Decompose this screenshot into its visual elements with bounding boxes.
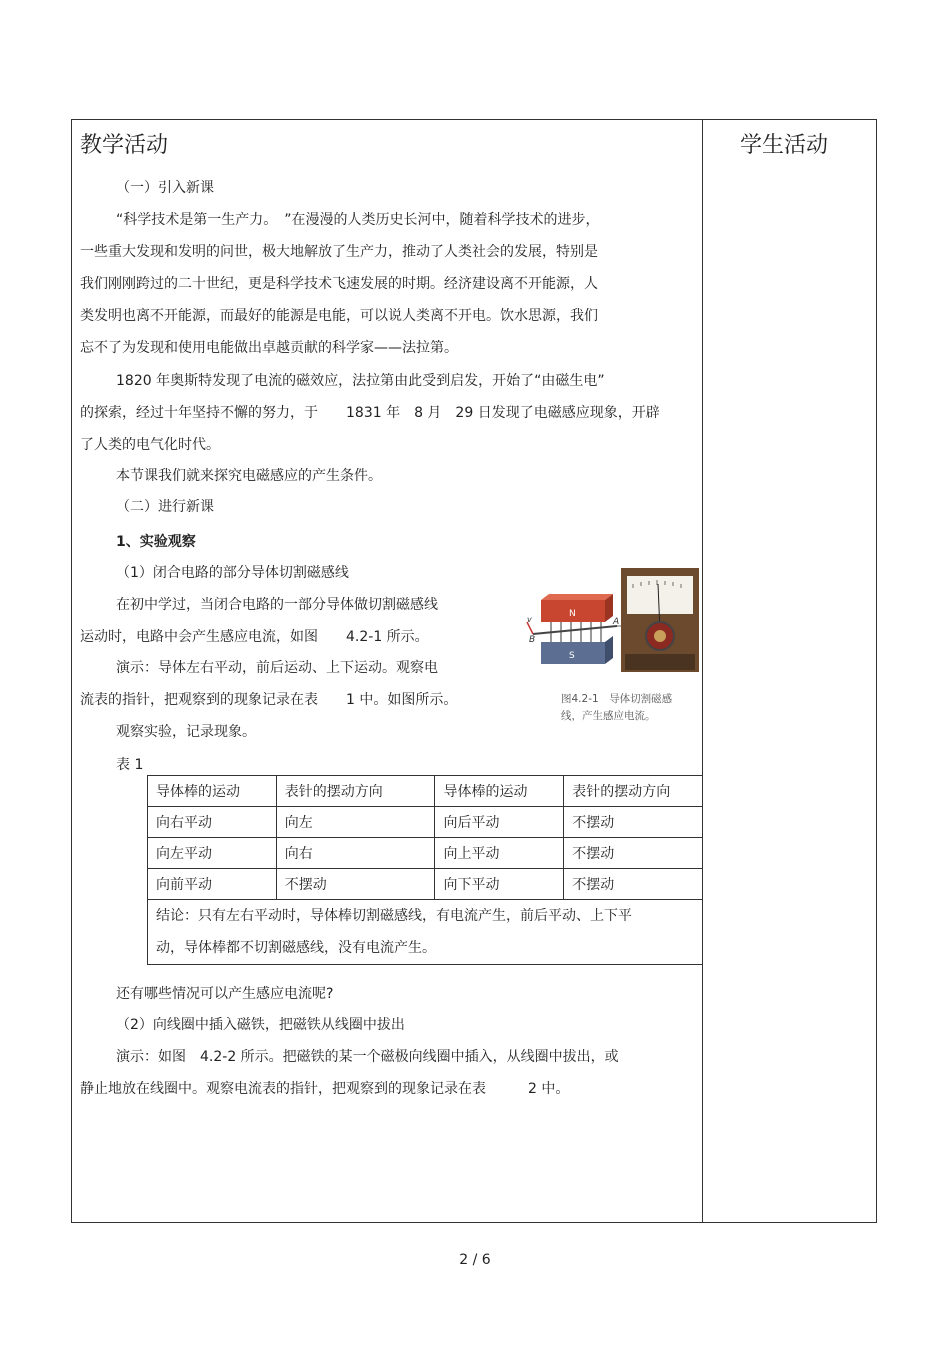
section-experiment: 1、实验观察 [116,534,196,550]
table-conclusion-row [148,900,703,965]
label-a: A [613,617,620,627]
intro-line-4: 类发明也离不开能源，而最好的能源是电能，可以说人类离不开电。饮水思源，我们 [80,308,598,324]
cutting-line-2: 运动时，电路中会产生感应电流，如图 4.2-1 所示。 [80,629,429,645]
demo-line-1: 演示：导体左右平动，前后运动、上下运动。观察电 [116,660,438,676]
table-cell: 向下平动 [435,869,564,900]
cutting-line-1: 在初中学过，当闭合电路的一部分导体做切割磁感线 [116,597,438,613]
table-cell: 不摆动 [564,807,703,838]
intro-line-5: 忘不了为发现和使用电能做出卓越贡献的科学家——法拉第。 [80,340,458,356]
page-number: 2 / 6 [459,1252,491,1268]
conductor-rod [533,626,617,634]
figure-caption-line-1: 图4.2-1 导体切割磁感 [561,693,673,705]
magnet-demo-line-1: 演示：如图 4.2-2 所示。把磁铁的某一个磁极向线圈中插入，从线圈中拔出，或 [116,1049,619,1065]
section-new-lesson: （二）进行新课 [116,499,214,515]
table-header-cell: 导体棒的运动 [435,776,564,807]
label-v: v [527,615,532,624]
table-header-cell: 表针的摆动方向 [276,776,435,807]
question-more-cases: 还有哪些情况可以产生感应电流呢? [116,986,334,1002]
conclusion-line-1: 结论：只有左右平动时，导体棒切割磁感线，有电流产生，前后平动、上下平 [156,908,632,924]
table-header-cell: 导体棒的运动 [148,776,277,807]
header-student-activity: 学生活动 [740,133,829,158]
figure-4-2-1 [525,562,705,732]
history-line-1: 1820 年奥斯特发现了电流的磁效应，法拉第由此受到启发，开始了“由磁生电” [116,373,605,389]
figure-caption-line-2: 线，产生感应电流。 [561,710,656,722]
section-intro: （一）引入新课 [116,180,214,196]
demo-line-2: 流表的指针，把观察到的现象记录在表 1 中。如图所示。 [80,692,458,708]
table-row [148,807,703,838]
table-cell: 不摆动 [276,869,435,900]
intro-line-1: “科学技术是第一生产力。 ”在漫漫的人类历史长河中，随着科学技术的进步， [116,212,600,228]
conclusion-line-2: 动，导体棒都不切割磁感线，没有电流产生。 [156,940,436,956]
table-cell: 向右平动 [148,807,277,838]
table-cell: 向左平动 [148,838,277,869]
table-1 [147,775,703,965]
table-cell: 向前平动 [148,869,277,900]
magnet-demo-line-2: 静止地放在线圈中。观察电流表的指针，把观察到的现象记录在表 2 中。 [80,1081,570,1097]
table-label: 表 1 [116,757,144,773]
table-header-cell: 表针的摆动方向 [564,776,703,807]
observe-instruction: 观察实验，记录现象。 [116,724,256,740]
table-row [148,869,703,900]
table-conclusion [148,900,703,965]
table-cell: 向后平动 [435,807,564,838]
intro-line-3: 我们刚刚跨过的二十世纪，更是科学技术飞速发展的时期。经济建设离不开能源，人 [80,276,598,292]
table-cell: 不摆动 [564,869,703,900]
intro-line-2: 一些重大发现和发明的问世，极大地解放了生产力，推动了人类社会的发展，特别是 [80,244,598,260]
label-north: N [569,609,576,619]
header-teaching-activity: 教学活动 [80,133,169,158]
label-b: B [529,635,536,645]
table-header-row [148,776,703,807]
table-cell: 不摆动 [564,838,703,869]
table-cell: 向上平动 [435,838,564,869]
subsection-magnet-coil: （2）向线圈中插入磁铁，把磁铁从线圈中拔出 [116,1017,405,1033]
figure-illustration [525,562,705,732]
table-row [148,838,703,869]
lesson-goal: 本节课我们就来探究电磁感应的产生条件。 [116,468,382,484]
table-cell: 向右 [276,838,435,869]
history-line-3: 了人类的电气化时代。 [80,437,220,453]
label-south: S [569,651,575,661]
table-cell: 向左 [276,807,435,838]
history-line-2: 的探索，经过十年坚持不懈的努力，于 1831 年 8 月 29 日发现了电磁感应现象，开辟 [80,405,660,421]
subsection-cutting: （1）闭合电路的部分导体切割磁感线 [116,565,349,581]
